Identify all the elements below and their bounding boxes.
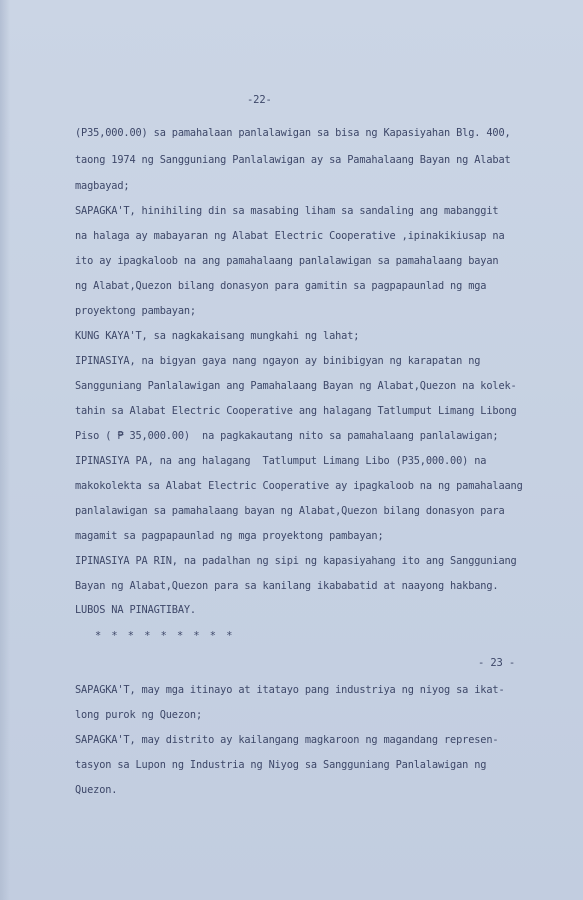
text-line: ng Alabat,Quezon bilang donasyon para gamitin sa pagpapaunlad ng mga: [75, 280, 487, 292]
text-line: LUBOS NA PINAGTIBAY.: [75, 604, 196, 616]
page-number: -22-: [247, 94, 272, 106]
text-line: SAPAGKA'T, may mga itinayo at itatayo pang industriya ng niyog sa ikat-: [75, 684, 505, 696]
text-line: panlalawigan sa pamahalaang bayan ng Alabat,Quezon bilang donasyon para: [75, 505, 505, 517]
text-line: tahin sa Alabat Electric Cooperative ang halagang Tatlumput Limang Libong: [75, 405, 517, 417]
text-line: ito ay ipagkaloob na ang pamahalaang panlalawigan sa pamahalaang bayan: [75, 255, 499, 267]
text-line: makokolekta sa Alabat Electric Cooperative ay ipagkaloob na ng pamahalaang: [75, 480, 523, 492]
text-line: taong 1974 ng Sangguniang Panlalawigan ay sa Pamahalaang Bayan ng Alabat: [75, 154, 511, 166]
text-line: SAPAGKA'T, may distrito ay kailangang magkaroon ng magandang represen-: [75, 734, 499, 746]
text-line: long purok ng Quezon;: [75, 709, 203, 721]
text-line: IPINASIYA PA RIN, na padalhan ng sipi ng kapasiyahang ito ang Sangguniang: [75, 555, 517, 567]
text-line: IPINASIYA, na bigyan gaya nang ngayon ay binibigyan ng karapatan ng: [75, 355, 481, 367]
text-line: magamit sa pagpapaunlad ng mga proyektong pambayan;: [75, 530, 384, 542]
page-number: - 23 -: [478, 657, 516, 669]
section-separator: * * * * * * * * *: [95, 630, 235, 642]
text-line: Piso ( ₱ 35,000.00) na pagkakautang nito sa pamahalaang panlalawigan;: [75, 430, 499, 442]
text-line: Bayan ng Alabat,Quezon para sa kanilang ikababatid at naayong hakbang.: [75, 580, 499, 592]
text-line: tasyon sa Lupon ng Industria ng Niyog sa Sangguniang Panlalawigan ng: [75, 759, 487, 771]
text-line: KUNG KAYA'T, sa nagkakaisang mungkahi ng lahat;: [75, 330, 360, 342]
text-line: Quezon.: [75, 784, 118, 796]
page-edge-shadow: [0, 0, 10, 900]
text-line: SAPAGKA'T, hinihiling din sa masabing liham sa sandaling ang mabanggit: [75, 205, 499, 217]
text-line: magbayad;: [75, 180, 130, 192]
text-line: na halaga ay mabayaran ng Alabat Electric Cooperative ,ipinakikiusap na: [75, 230, 505, 242]
text-line: Sangguniang Panlalawigan ang Pamahalaang Bayan ng Alabat,Quezon na kolek-: [75, 380, 517, 392]
text-line: IPINASIYA PA, na ang halagang Tatlumput Limang Libo (P35,000.00) na: [75, 455, 487, 467]
text-line: proyektong pambayan;: [75, 305, 196, 317]
text-line: (P35,000.00) sa pamahalaan panlalawigan sa bisa ng Kapasiyahan Blg. 400,: [75, 127, 511, 139]
